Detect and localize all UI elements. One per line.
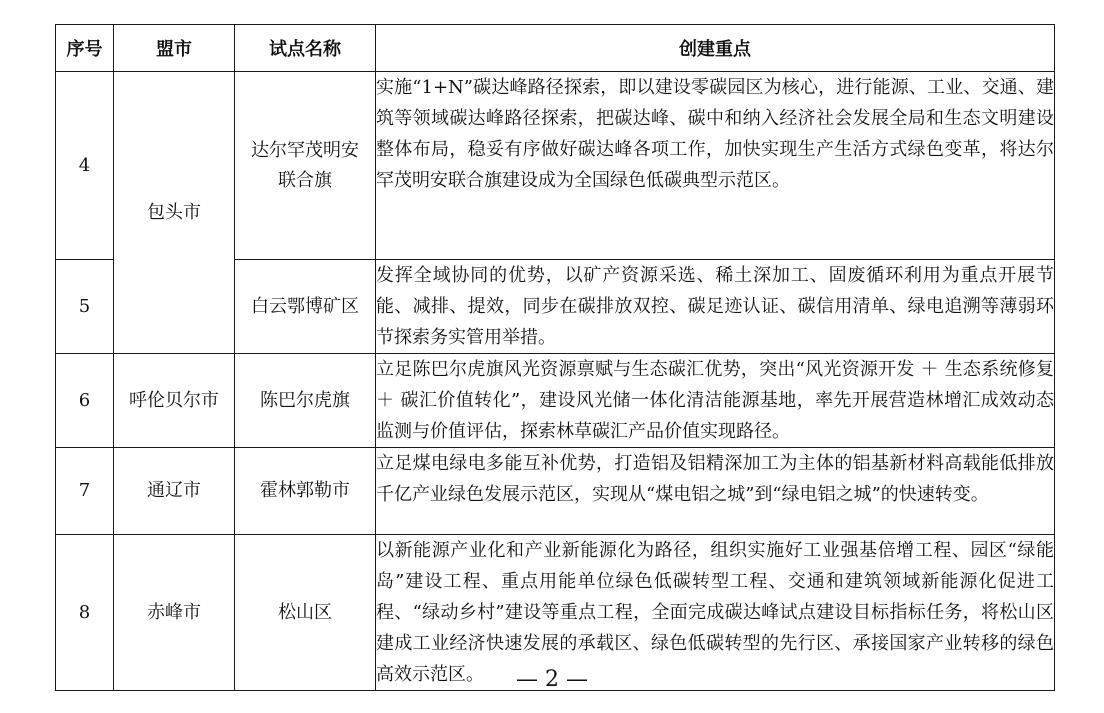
row-pilot-name: 霍林郭勒市 — [235, 448, 376, 535]
pilot-table — [55, 24, 1055, 691]
row-city: 赤峰市 — [114, 535, 235, 691]
header-index: 序号 — [56, 25, 114, 72]
pilot-name-line: 达尔罕茂明安 — [251, 139, 359, 161]
header-focus: 创建重点 — [376, 25, 1055, 72]
row-pilot-name — [235, 72, 376, 260]
row-focus: 立足煤电绿电多能互补优势，打造铝及铝精深加工为主体的铝基新材料高载能低排放千亿产业绿色发展示范区，实现从“煤电铝之城”到“绿电铝之城”的快速转变。 — [376, 448, 1055, 535]
row-focus: 以新能源产业化和产业新能源化为路径，组织实施好工业强基倍增工程、园区“绿能岛”建设工程、重点用能单位绿色低碳转型工程、交通和建筑领域新能源化促进工程、“绿动乡村”建设等重点工程，全面完成碳达峰试点建设目标指标任务，将松山区建成工业经济快速发展的承载区、绿色低碳转型的先行区、承接国家产业转移的绿色高效示范区。 — [376, 535, 1055, 691]
row-index: 6 — [56, 354, 114, 448]
row-focus: 发挥全域协同的优势，以矿产资源采选、稀土深加工、固废循环利用为重点开展节能、减排、提效，同步在碳排放双控、碳足迹认证、碳信用清单、绿电追溯等薄弱环节探索务实管用举措。 — [376, 260, 1055, 354]
table-row — [56, 448, 1055, 535]
row-index: 4 — [56, 72, 114, 260]
table-row — [56, 354, 1055, 448]
row-city: 通辽市 — [114, 448, 235, 535]
row-city: 包头市 — [114, 72, 235, 354]
row-pilot-name: 陈巴尔虎旗 — [235, 354, 376, 448]
table-header-row — [56, 25, 1055, 72]
row-pilot-name: 白云鄂博矿区 — [235, 260, 376, 354]
row-city: 呼伦贝尔市 — [114, 354, 235, 448]
row-pilot-name: 松山区 — [235, 535, 376, 691]
row-index: 8 — [56, 535, 114, 691]
pilot-name-line: 联合旗 — [278, 169, 332, 191]
header-city: 盟市 — [114, 25, 235, 72]
row-index: 5 — [56, 260, 114, 354]
row-focus: 立足陈巴尔虎旗风光资源禀赋与生态碳汇优势，突出“风光资源开发 ＋ 生态系统修复 ＋ 碳汇价值转化”，建设风光储一体化清洁能源基地，率先开展营造林增汇成效动态监测与价值评估，探索林草碳汇产品价值实现路径。 — [376, 354, 1055, 448]
table-row — [56, 72, 1055, 260]
header-pilot-name: 试点名称 — [235, 25, 376, 72]
page-number: — 2 — — [516, 667, 588, 692]
row-focus: 实施“1+N”碳达峰路径探索，即以建设零碳园区为核心，进行能源、工业、交通、建筑等领域碳达峰路径探索，把碳达峰、碳中和纳入经济社会发展全局和生态文明建设整体布局，稳妥有序做好碳达峰各项工作，加快实现生产生活方式绿色变革，将达尔罕茂明安联合旗建设成为全国绿色低碳典型示范区。 — [376, 72, 1055, 260]
row-index: 7 — [56, 448, 114, 535]
